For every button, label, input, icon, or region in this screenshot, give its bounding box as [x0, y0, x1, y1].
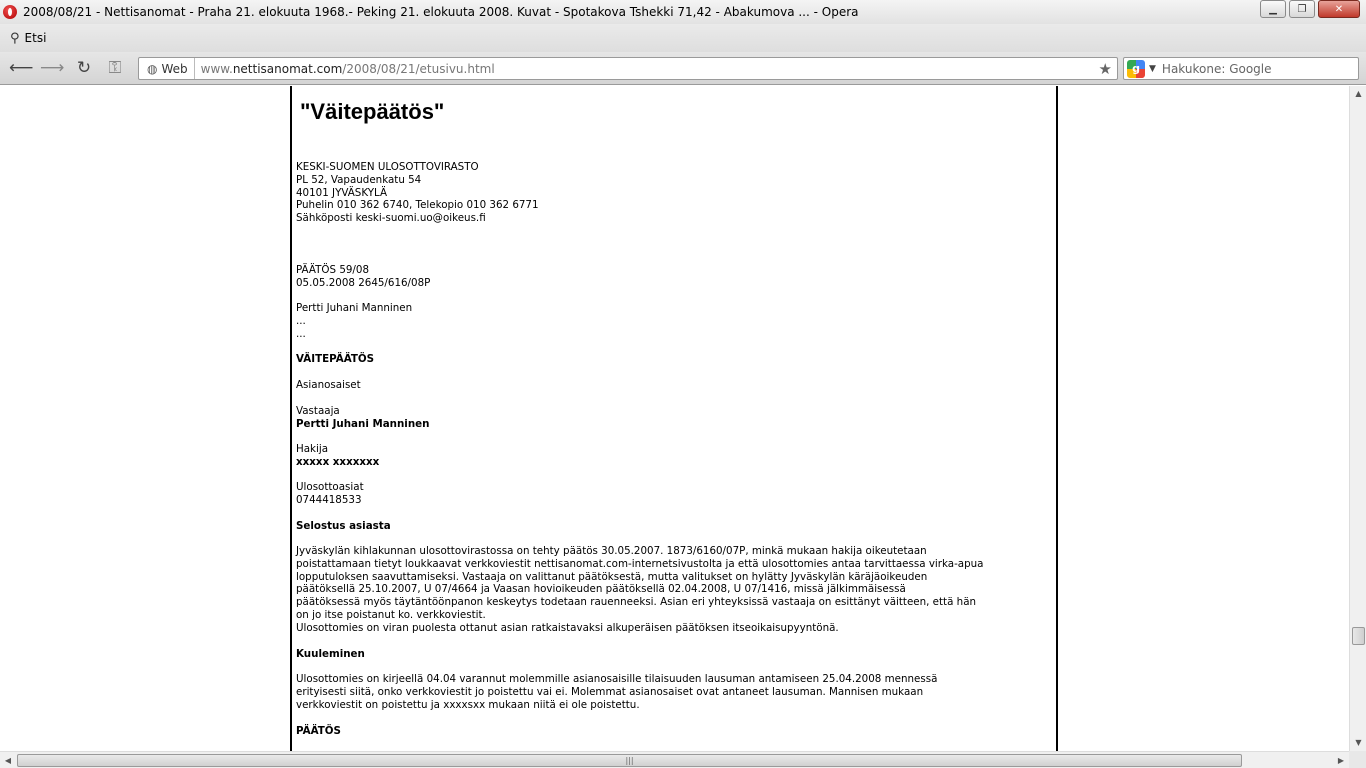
decision-date: 05.05.2008 2645/616/08P [296, 276, 431, 289]
ellipsis: ... [296, 327, 306, 340]
content-column [290, 86, 1058, 751]
opera-logo-icon [3, 5, 17, 19]
menu-row [0, 24, 1366, 52]
horizontal-scrollbar[interactable] [0, 751, 1349, 768]
statement-line: päätöksessä myös täytäntöönpanon keskeytys todetaan rauenneeksi. Asian eri yhteyksissä vastaaja on esittänyt väitteen, että hän [296, 596, 977, 609]
section-title-text: VÄITEPÄÄTÖS [296, 353, 375, 365]
address-bar[interactable] [138, 57, 1118, 80]
window-titlebar [0, 0, 1366, 24]
statement-line: poistattamaan tietyt loukkaavat verkkoviestit nettisanomat.com-internetsivustolta ja että ulosottomies antaa tarvittaessa virka-apua [296, 557, 984, 570]
statement-line: päätöksellä 25.10.2007, U 07/4664 ja Vaasan hovioikeuden päätöksellä 02.04.2008, U 07/1416, missä jälkimmäisessä [296, 583, 906, 596]
window-controls [1260, 0, 1360, 18]
cases-label: Ulosottoasiat [296, 481, 364, 493]
statement-line: Ulosottomies on viran puolesta ottanut asian ratkaistavaksi alkuperäisen päätöksen itseoikaisupyyntönä. [296, 621, 839, 634]
ellipsis: ... [296, 314, 306, 327]
search-menu-item[interactable]: Etsi [24, 31, 47, 45]
respondent-name: Pertti Juhani Manninen [296, 417, 430, 430]
decision-id-block [296, 264, 1048, 290]
url-prefix: www. [200, 61, 233, 76]
person-name: Pertti Juhani Manninen [296, 302, 413, 314]
maximize-button[interactable]: ❐ [1289, 0, 1315, 18]
reload-icon[interactable]: ↻ [76, 58, 92, 78]
web-label: Web [161, 61, 188, 76]
office-address-block [296, 161, 1048, 225]
address-line: Puhelin 010 362 6740, Telekopio 010 362 6771 [296, 199, 539, 212]
back-arrow-icon[interactable]: ⟵ [9, 58, 34, 78]
final-title: PÄÄTÖS [296, 725, 341, 737]
scroll-up-arrow-icon[interactable]: ▲ [1355, 89, 1362, 98]
chevron-down-icon[interactable]: ▼ [1149, 63, 1156, 74]
window-title: 2008/08/21 - Nettisanomat - Praha 21. elokuuta 1968.- Peking 21. elokuuta 2008. Kuvat - Spotakova Tshekki 71,42 - Abakumova ... - Opera [23, 5, 859, 19]
statement-heading [296, 520, 1048, 533]
search-placeholder[interactable]: Hakukone: Google [1161, 61, 1272, 76]
parties-label: Asianosaiset [296, 379, 361, 391]
hearing-line: verkkoviestit on poistettu ja xxxxsxx mukaan niitä ei ole poistettu. [296, 698, 640, 711]
wand-key-icon[interactable]: ⚿ [108, 58, 122, 78]
navigation-bar [0, 52, 1366, 85]
vertical-scroll-thumb[interactable] [1352, 627, 1365, 645]
page-title: "Väitepäätös" [300, 99, 445, 124]
url-path: /2008/08/21/etusivu.html [342, 61, 495, 76]
scroll-right-arrow-icon[interactable]: ▶ [1337, 756, 1345, 765]
hearing-title: Kuuleminen [296, 648, 365, 660]
cases-block [296, 481, 1048, 507]
address-line: KESKI-SUOMEN ULOSOTTOVIRASTO [296, 161, 479, 173]
search-icon: ⚲ [10, 30, 20, 46]
address-line: 40101 JYVÄSKYLÄ [296, 186, 388, 199]
respondent-label: Vastaaja [296, 405, 340, 417]
horizontal-scroll-thumb[interactable]: ||| [17, 754, 1242, 767]
hearing-heading [296, 648, 1048, 661]
address-line: Sähköposti keski-suomi.uo@oikeus.fi [296, 212, 486, 225]
hearing-line: erityisesti siitä, onko verkkoviestit jo poistettu vai ei. Molemmat asianosaiset ovat antaneet lausuman. Mannisen mukaan [296, 685, 924, 698]
hearing-paragraph [296, 673, 1048, 711]
google-icon[interactable]: g [1127, 60, 1145, 78]
forward-arrow-icon[interactable]: ⟶ [40, 58, 65, 78]
scroll-down-arrow-icon[interactable]: ▼ [1355, 738, 1362, 747]
web-site-info-button[interactable] [139, 58, 195, 79]
section-title [296, 353, 1048, 366]
respondent-block [296, 405, 1048, 431]
url-host: nettisanomat.com [232, 61, 343, 76]
decision-number: PÄÄTÖS 59/08 [296, 264, 370, 276]
applicant-label: Hakija [296, 443, 329, 455]
hearing-line: Ulosottomies on kirjeellä 04.04 varannut molemmille asianosaisille tilaisuuden lausuman antamiseen 25.04.2008 mennessä [296, 673, 938, 685]
statement-line: lopputuloksen saavuttamiseksi. Vastaaja on valittanut päätöksestä, mutta valitukset on hylätty Jyväskylän käräjäoikeuden [296, 570, 928, 583]
scroll-left-arrow-icon[interactable]: ◀ [4, 756, 12, 765]
bookmark-star-icon[interactable]: ★ [1098, 59, 1112, 78]
applicant-block [296, 443, 1048, 469]
minimize-button[interactable]: ▁ [1260, 0, 1286, 18]
case-number: 0744418533 [296, 493, 362, 506]
page-viewport [0, 86, 1349, 751]
search-field[interactable] [1123, 57, 1359, 80]
globe-icon: ◍ [147, 61, 158, 76]
person-block [296, 302, 1048, 340]
address-input[interactable] [195, 62, 1099, 76]
final-decision-heading [296, 725, 1048, 738]
applicant-name: xxxxx xxxxxxx [296, 455, 380, 468]
close-button[interactable]: ✕ [1318, 0, 1360, 18]
statement-title: Selostus asiasta [296, 520, 391, 532]
statement-paragraph [296, 545, 1048, 635]
scrollbar-corner [1349, 751, 1366, 768]
statement-line: Jyväskylän kihlakunnan ulosottovirastossa on tehty päätös 30.05.2007. 1873/6160/07P, minkä mukaan hakija oikeutetaan [296, 545, 927, 557]
vertical-scrollbar[interactable] [1349, 86, 1366, 751]
address-line: PL 52, Vapaudenkatu 54 [296, 173, 422, 186]
statement-line: on jo itse poistanut ko. verkkoviestit. [296, 608, 486, 621]
